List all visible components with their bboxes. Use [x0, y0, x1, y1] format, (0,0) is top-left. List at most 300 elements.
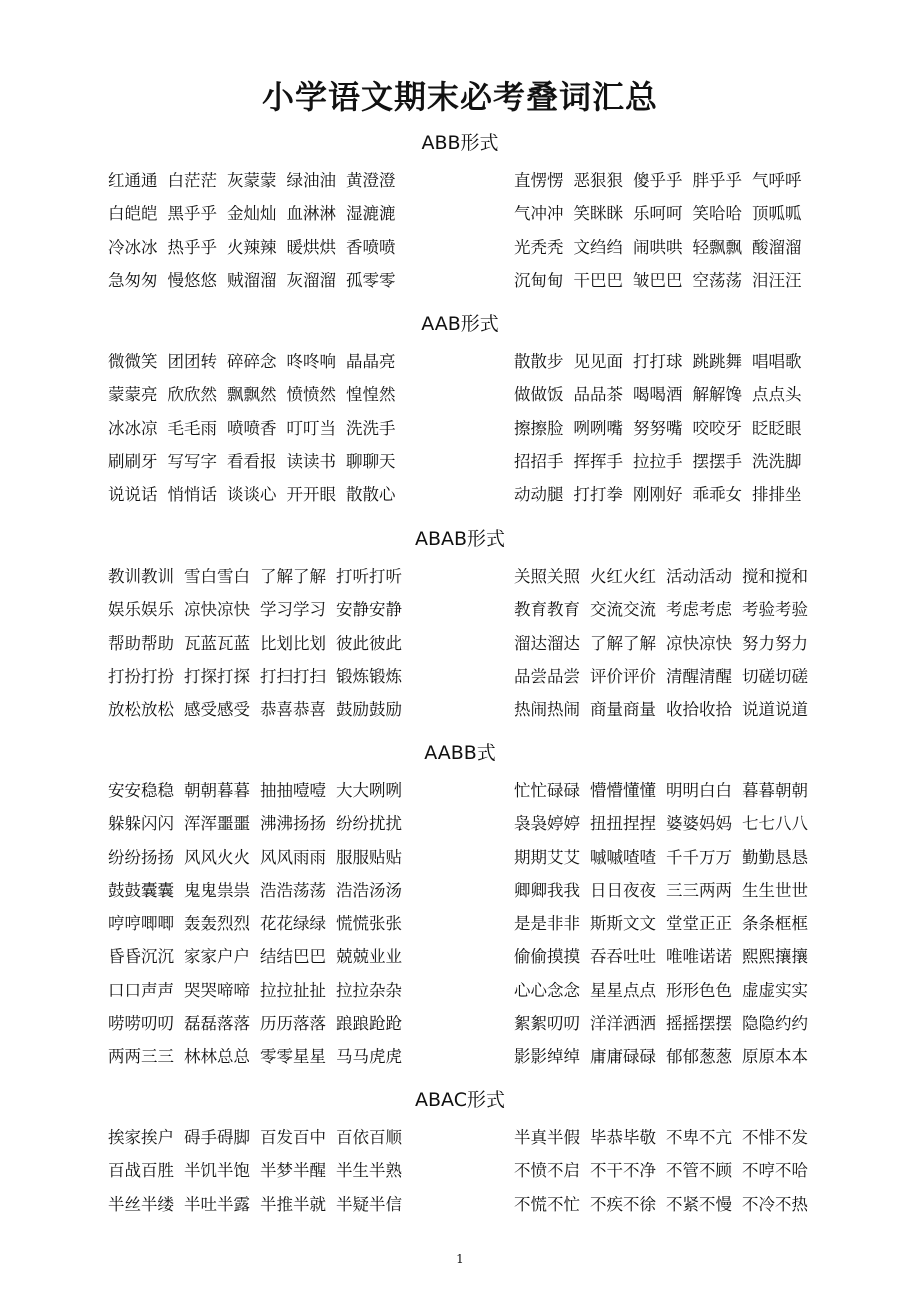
- word-item: 挨家挨户: [108, 1128, 174, 1147]
- word-row: [514, 593, 808, 626]
- word-item: 喷喷香: [227, 418, 277, 438]
- word-column-left: [108, 345, 396, 511]
- word-column-left: [108, 164, 396, 297]
- word-item: 忙忙碌碌: [514, 781, 580, 800]
- word-item: 放松放松: [108, 700, 174, 720]
- word-row: [108, 378, 396, 411]
- word-row: [514, 345, 802, 378]
- word-item: 半推半就: [260, 1194, 326, 1214]
- word-item: 鼓鼓囊囊: [108, 880, 174, 900]
- word-item: 动动腿: [514, 485, 564, 505]
- word-item: 考虑考虑: [666, 600, 732, 620]
- word-item: 不卑不亢: [666, 1128, 732, 1147]
- word-row: [108, 593, 402, 626]
- word-item: 雪白雪白: [184, 567, 250, 586]
- word-row: [108, 807, 402, 840]
- word-item: 絮絮叨叨: [514, 1014, 580, 1034]
- word-item: 碍手碍脚: [184, 1128, 250, 1147]
- word-item: 踉踉跄跄: [336, 1014, 402, 1034]
- word-item: 半梦半醒: [260, 1161, 326, 1181]
- word-row: [108, 1154, 402, 1187]
- word-item: 恶狠狠: [573, 171, 623, 190]
- word-row: [108, 940, 402, 973]
- word-item: 打扮打扮: [108, 666, 174, 686]
- word-row: [108, 774, 402, 807]
- word-item: 光秃秃: [514, 237, 564, 257]
- word-row: [108, 1007, 402, 1040]
- word-section: [0, 128, 920, 290]
- word-item: 排排坐: [752, 485, 802, 505]
- word-item: 皱巴巴: [633, 270, 683, 290]
- word-item: 哭哭啼啼: [184, 980, 250, 1000]
- word-item: 轰轰烈烈: [184, 914, 250, 934]
- word-item: 虚虚实实: [742, 980, 808, 1000]
- word-item: 躲躲闪闪: [108, 814, 174, 834]
- word-row: [108, 478, 396, 511]
- word-item: 品品茶: [573, 385, 623, 405]
- word-row: [514, 1007, 808, 1040]
- word-item: 大大咧咧: [336, 781, 402, 800]
- word-item: 关照关照: [514, 567, 580, 586]
- word-item: 服服贴贴: [336, 847, 402, 867]
- word-item: 恭喜恭喜: [260, 700, 326, 720]
- word-section: [0, 309, 920, 505]
- word-item: 拉拉手: [633, 451, 683, 471]
- word-item: 暮暮朝朝: [742, 781, 808, 800]
- word-item: 散散步: [514, 352, 564, 371]
- word-item: 气呼呼: [752, 171, 802, 190]
- word-item: 湿漉漉: [346, 204, 396, 224]
- word-column-right: [514, 164, 802, 297]
- word-row: [108, 412, 396, 445]
- word-row: [514, 445, 802, 478]
- word-item: 历历落落: [260, 1014, 326, 1034]
- word-item: 热闹热闹: [514, 700, 580, 720]
- word-row: [108, 1121, 402, 1154]
- word-row: [108, 264, 396, 297]
- word-item: 隐隐约约: [742, 1014, 808, 1034]
- word-item: 七七八八: [742, 814, 808, 834]
- word-row: [108, 974, 402, 1007]
- word-item: 百发百中: [260, 1128, 326, 1147]
- word-item: 唱唱歌: [752, 352, 802, 371]
- word-item: 灰蒙蒙: [227, 171, 277, 190]
- word-row: [514, 807, 808, 840]
- word-item: 冰冰凉: [108, 418, 158, 438]
- word-item: 纷纷扰扰: [336, 814, 402, 834]
- word-item: 笑眯眯: [573, 204, 623, 224]
- word-item: 努努嘴: [633, 418, 683, 438]
- word-item: 交流交流: [590, 600, 656, 620]
- word-item: 微微笑: [108, 352, 158, 371]
- word-row: [108, 1188, 402, 1221]
- word-item: 打听打听: [336, 567, 402, 586]
- word-section: [0, 738, 920, 1067]
- word-item: 懵懵懂懂: [590, 781, 656, 800]
- word-item: 了解了解: [260, 567, 326, 586]
- word-item: 叮叮当: [286, 418, 336, 438]
- word-item: 星星点点: [590, 980, 656, 1000]
- word-item: 百依百顺: [336, 1128, 402, 1147]
- word-item: 评价评价: [590, 666, 656, 686]
- word-item: 蒙蒙亮: [108, 385, 158, 405]
- word-item: 半疑半信: [336, 1194, 402, 1214]
- word-row: [514, 412, 802, 445]
- word-item: 看看报: [227, 451, 277, 471]
- word-item: 气冲冲: [514, 204, 564, 224]
- word-item: 半丝半缕: [108, 1194, 174, 1214]
- word-item: 瓦蓝瓦蓝: [184, 633, 250, 653]
- word-row: [514, 1121, 808, 1154]
- word-row: [514, 693, 808, 726]
- word-item: 千千万万: [666, 847, 732, 867]
- word-item: 香喷喷: [346, 237, 396, 257]
- word-item: 家家户户: [184, 947, 250, 967]
- section-heading: AAB形式: [421, 313, 499, 335]
- word-item: 写写字: [167, 451, 217, 471]
- word-item: 期期艾艾: [514, 847, 580, 867]
- word-item: 百战百胜: [108, 1161, 174, 1181]
- word-item: 晶晶亮: [346, 352, 396, 371]
- word-row: [108, 841, 402, 874]
- word-item: 结结巴巴: [260, 947, 326, 967]
- word-row: [108, 560, 402, 593]
- word-item: 笑哈哈: [692, 204, 742, 224]
- word-item: 林林总总: [184, 1047, 250, 1067]
- word-item: 不愤不启: [514, 1161, 580, 1181]
- word-item: 聊聊天: [346, 451, 396, 471]
- word-item: 洗洗脚: [752, 451, 802, 471]
- section-heading: ABB形式: [421, 132, 499, 154]
- word-row: [108, 164, 396, 197]
- word-item: 努力努力: [742, 633, 808, 653]
- word-row: [514, 940, 808, 973]
- word-item: 凉快凉快: [666, 633, 732, 653]
- word-column-left: [108, 560, 402, 726]
- word-item: 半生半熟: [336, 1161, 402, 1181]
- word-item: 朝朝暮暮: [184, 781, 250, 800]
- word-item: 金灿灿: [227, 204, 277, 224]
- word-item: 生生世世: [742, 880, 808, 900]
- word-item: 闹哄哄: [633, 237, 683, 257]
- word-item: 心心念念: [514, 980, 580, 1000]
- word-item: 傻乎乎: [633, 171, 683, 190]
- word-row: [108, 693, 402, 726]
- word-item: 马马虎虎: [336, 1047, 402, 1067]
- word-item: 火红火红: [590, 567, 656, 586]
- word-item: 不疾不徐: [590, 1194, 656, 1214]
- word-item: 红通通: [108, 171, 158, 190]
- word-item: 打打球: [633, 352, 683, 371]
- word-item: 半真半假: [514, 1128, 580, 1147]
- word-item: 跳跳舞: [692, 352, 742, 371]
- word-item: 浩浩汤汤: [336, 880, 402, 900]
- word-item: 兢兢业业: [336, 947, 402, 967]
- word-item: 浑浑噩噩: [184, 814, 250, 834]
- word-row: [514, 478, 802, 511]
- word-item: 拉拉杂杂: [336, 980, 402, 1000]
- word-column-right: [514, 1121, 808, 1221]
- word-item: 开开眼: [286, 485, 336, 505]
- word-item: 火辣辣: [227, 237, 277, 257]
- word-item: 招招手: [514, 451, 564, 471]
- word-row: [108, 231, 396, 264]
- word-item: 安安稳稳: [108, 781, 174, 800]
- word-row: [108, 660, 402, 693]
- word-item: 明明白白: [666, 781, 732, 800]
- word-column-right: [514, 345, 802, 511]
- section-heading: ABAC形式: [415, 1089, 505, 1111]
- word-item: 勤勤恳恳: [742, 847, 808, 867]
- word-row: [514, 1188, 808, 1221]
- word-item: 贼溜溜: [227, 270, 277, 290]
- word-item: 不紧不慢: [666, 1194, 732, 1214]
- word-item: 切磋切磋: [742, 666, 808, 686]
- word-item: 半饥半饱: [184, 1161, 250, 1181]
- word-item: 散散心: [346, 485, 396, 505]
- word-item: 原原本本: [742, 1047, 808, 1067]
- word-item: 商量商量: [590, 700, 656, 720]
- word-item: 热乎乎: [167, 237, 217, 257]
- word-item: 熙熙攘攘: [742, 947, 808, 967]
- word-column-left: [108, 1121, 402, 1221]
- word-column-right: [514, 560, 808, 726]
- word-row: [514, 874, 808, 907]
- word-item: 了解了解: [590, 633, 656, 653]
- word-item: 文绉绉: [573, 237, 623, 257]
- word-row: [514, 264, 802, 297]
- word-item: 条条框框: [742, 914, 808, 934]
- word-item: 鼓励鼓励: [336, 700, 402, 720]
- word-item: 打探打探: [184, 666, 250, 686]
- word-item: 乖乖女: [692, 485, 742, 505]
- word-row: [514, 774, 808, 807]
- word-item: 郁郁葱葱: [666, 1047, 732, 1067]
- word-item: 绿油油: [286, 171, 336, 190]
- word-row: [514, 841, 808, 874]
- word-item: 血淋淋: [286, 204, 336, 224]
- word-item: 学习学习: [260, 600, 326, 620]
- word-item: 读读书: [286, 451, 336, 471]
- word-item: 拉拉扯扯: [260, 980, 326, 1000]
- word-item: 毛毛雨: [167, 418, 217, 438]
- word-item: 娱乐娱乐: [108, 600, 174, 620]
- word-item: 毕恭毕敬: [590, 1128, 656, 1147]
- word-row: [514, 560, 808, 593]
- word-item: 打打拳: [573, 485, 623, 505]
- word-item: 孤零零: [346, 270, 396, 290]
- word-item: 刚刚好: [633, 485, 683, 505]
- section-heading: ABAB形式: [414, 528, 506, 550]
- word-item: 凉快凉快: [184, 600, 250, 620]
- word-item: 喝喝酒: [633, 385, 683, 405]
- word-item: 堂堂正正: [666, 914, 732, 934]
- word-item: 溜达溜达: [514, 633, 580, 653]
- word-item: 眨眨眼: [752, 418, 802, 438]
- word-item: 黑乎乎: [167, 204, 217, 224]
- word-item: 三三两两: [666, 880, 732, 900]
- word-item: 沉甸甸: [514, 270, 564, 290]
- word-item: 泪汪汪: [752, 270, 802, 290]
- word-item: 谈谈心: [227, 485, 277, 505]
- word-item: 空荡荡: [692, 270, 742, 290]
- word-item: 不悱不发: [742, 1128, 808, 1147]
- word-item: 活动活动: [666, 567, 732, 586]
- word-item: 教育教育: [514, 600, 580, 620]
- word-item: 日日夜夜: [590, 880, 656, 900]
- word-row: [514, 231, 802, 264]
- word-item: 乐呵呵: [633, 204, 683, 224]
- word-item: 酸溜溜: [752, 237, 802, 257]
- word-item: 形形色色: [666, 980, 732, 1000]
- word-item: 磊磊落落: [184, 1014, 250, 1034]
- word-row: [108, 445, 396, 478]
- word-item: 悄悄话: [167, 485, 217, 505]
- word-item: 嘁嘁喳喳: [590, 847, 656, 867]
- word-item: 不冷不热: [742, 1194, 808, 1214]
- word-item: 清醒清醒: [666, 666, 732, 686]
- word-row: [514, 164, 802, 197]
- word-item: 说说话: [108, 485, 158, 505]
- word-item: 斯斯文文: [590, 914, 656, 934]
- word-item: 见见面: [573, 352, 623, 371]
- word-row: [108, 345, 396, 378]
- word-item: 鬼鬼祟祟: [184, 880, 250, 900]
- word-item: 白皑皑: [108, 204, 158, 224]
- word-row: [514, 660, 808, 693]
- word-column-right: [514, 774, 808, 1074]
- word-item: 品尝品尝: [514, 666, 580, 686]
- word-item: 扭扭捏捏: [590, 814, 656, 834]
- word-item: 婆婆妈妈: [666, 814, 732, 834]
- word-row: [514, 627, 808, 660]
- word-item: 比划比划: [260, 633, 326, 653]
- word-item: 卿卿我我: [514, 880, 580, 900]
- word-row: [108, 874, 402, 907]
- word-item: 彼此彼此: [336, 633, 402, 653]
- word-item: 搅和搅和: [742, 567, 808, 586]
- word-column-left: [108, 774, 402, 1074]
- word-item: 不管不顾: [666, 1161, 732, 1181]
- word-item: 碎碎念: [227, 352, 277, 371]
- word-item: 两两三三: [108, 1047, 174, 1067]
- word-section: [0, 524, 920, 720]
- word-item: 洋洋洒洒: [590, 1014, 656, 1034]
- word-item: 飘飘然: [227, 385, 277, 405]
- word-row: [514, 1154, 808, 1187]
- word-row: [514, 974, 808, 1007]
- word-row: [514, 197, 802, 230]
- word-item: 团团转: [167, 352, 217, 371]
- word-item: 轻飘飘: [692, 237, 742, 257]
- word-item: 吞吞吐吐: [590, 947, 656, 967]
- word-item: 暖烘烘: [286, 237, 336, 257]
- word-item: 唯唯诺诺: [666, 947, 732, 967]
- word-item: 是是非非: [514, 914, 580, 934]
- word-item: 不干不净: [590, 1161, 656, 1181]
- word-item: 擦擦脸: [514, 418, 564, 438]
- word-item: 摇摇摆摆: [666, 1014, 732, 1034]
- word-item: 灰溜溜: [286, 270, 336, 290]
- word-item: 风风火火: [184, 847, 250, 867]
- word-item: 冷冰冰: [108, 237, 158, 257]
- word-item: 收拾收拾: [666, 700, 732, 720]
- word-item: 做做饭: [514, 385, 564, 405]
- word-item: 说道说道: [742, 700, 808, 720]
- word-item: 帮助帮助: [108, 633, 174, 653]
- word-item: 咚咚响: [286, 352, 336, 371]
- word-item: 解解馋: [692, 385, 742, 405]
- word-item: 惶惶然: [346, 385, 396, 405]
- word-item: 昏昏沉沉: [108, 947, 174, 967]
- word-item: 教训教训: [108, 567, 174, 586]
- word-item: 风风雨雨: [260, 847, 326, 867]
- page-number: 1: [456, 1252, 464, 1266]
- word-item: 偷偷摸摸: [514, 947, 580, 967]
- word-item: 打扫打扫: [260, 666, 326, 686]
- word-item: 慢悠悠: [167, 270, 217, 290]
- word-row: [108, 907, 402, 940]
- word-item: 考验考验: [742, 600, 808, 620]
- word-item: 刷刷牙: [108, 451, 158, 471]
- word-item: 洗洗手: [346, 418, 396, 438]
- word-item: 半吐半露: [184, 1194, 250, 1214]
- word-item: 急匆匆: [108, 270, 158, 290]
- word-row: [108, 1040, 402, 1073]
- word-item: 咧咧嘴: [573, 418, 623, 438]
- section-heading: AABB式: [424, 742, 496, 764]
- word-item: 庸庸碌碌: [590, 1047, 656, 1067]
- word-item: 咬咬牙: [692, 418, 742, 438]
- word-item: 感受感受: [184, 700, 250, 720]
- word-item: 直愣愣: [514, 171, 564, 190]
- word-item: 浩浩荡荡: [260, 880, 326, 900]
- word-item: 顶呱呱: [752, 204, 802, 224]
- word-item: 花花绿绿: [260, 914, 326, 934]
- word-row: [514, 1040, 808, 1073]
- word-row: [108, 197, 396, 230]
- word-item: 安静安静: [336, 600, 402, 620]
- word-item: 影影绰绰: [514, 1047, 580, 1067]
- word-row: [108, 627, 402, 660]
- word-item: 不慌不忙: [514, 1194, 580, 1214]
- word-item: 抽抽噎噎: [260, 781, 326, 800]
- word-item: 沸沸扬扬: [260, 814, 326, 834]
- word-item: 黄澄澄: [346, 171, 396, 190]
- word-item: 干巴巴: [573, 270, 623, 290]
- word-item: 哼哼唧唧: [108, 914, 174, 934]
- word-item: 欣欣然: [167, 385, 217, 405]
- word-item: 口口声声: [108, 980, 174, 1000]
- word-row: [514, 378, 802, 411]
- word-item: 袅袅婷婷: [514, 814, 580, 834]
- word-item: 白茫茫: [167, 171, 217, 190]
- word-item: 胖乎乎: [692, 171, 742, 190]
- word-item: 挥挥手: [573, 451, 623, 471]
- page-title: 小学语文期末必考叠词汇总: [261, 78, 658, 116]
- word-item: 慌慌张张: [336, 914, 402, 934]
- word-item: 点点头: [752, 385, 802, 405]
- word-section: [0, 1085, 920, 1214]
- word-item: 摆摆手: [692, 451, 742, 471]
- word-item: 不哼不哈: [742, 1161, 808, 1181]
- word-item: 唠唠叨叨: [108, 1014, 174, 1034]
- word-item: 愤愤然: [286, 385, 336, 405]
- word-item: 零零星星: [260, 1047, 326, 1067]
- word-item: 纷纷扬扬: [108, 847, 174, 867]
- word-row: [514, 907, 808, 940]
- word-item: 锻炼锻炼: [336, 666, 402, 686]
